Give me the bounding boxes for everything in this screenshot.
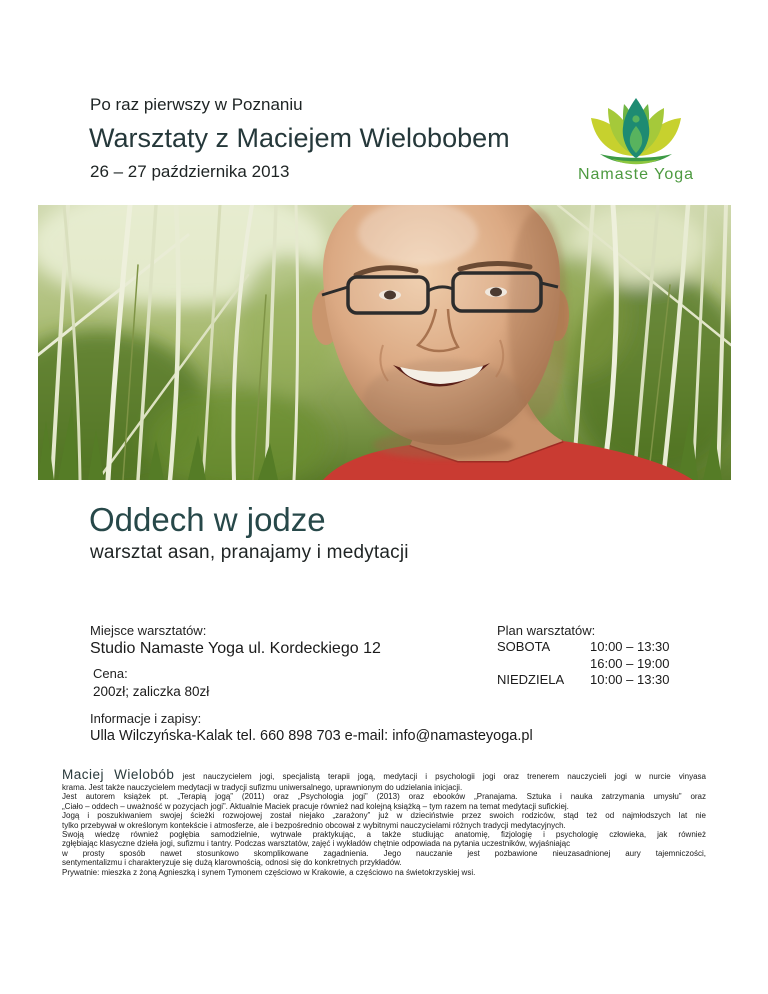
bio-line: zgłębiając klasyczne dzieła jogi, sufizmu i tantry. Podczas warsztatów, zajęć i wykładów chętnie odpowiada na pytania uczestników, wyjaśniając xyxy=(62,839,571,849)
bio-paragraph xyxy=(62,767,706,877)
schedule-row xyxy=(497,656,670,673)
price-label: Cena: xyxy=(93,666,128,681)
schedule-day: NIEDZIELA xyxy=(497,672,565,687)
schedule-row xyxy=(497,672,670,689)
venue-label: Miejsce warsztatów: xyxy=(90,623,207,638)
logo-wordmark: Namaste Yoga xyxy=(577,166,695,183)
bio-line: Jest autorem książek pt. „Terapią jogą” (2011) oraz „Psychologia jogi” (2013) oraz ebooków „Pranajama. Sztuka i nauka zatrzymania umysłu” oraz xyxy=(62,792,706,802)
bio-line: tylko przebywał w określonym kontekście i atmosferze, ale i bezpośrednio obcował z wybitnymi nauczycielami różnych tradycji medytacyjnych. xyxy=(62,820,566,830)
workshop-title: Oddech w jodze xyxy=(89,501,326,538)
workshop-subtitle: warsztat asan, pranajamy i medytacji xyxy=(90,542,409,563)
schedule-label: Plan warsztatów: xyxy=(497,623,596,638)
price-value: 200zł; zaliczka 80zł xyxy=(93,684,210,699)
bio-line: Swoją wiedzę również pogłębia samodzielnie, wytrwale praktykując, a także studiując anatomię, fizjologię i psychologię człowieka, jak również xyxy=(62,829,706,839)
venue-address: Studio Namaste Yoga ul. Kordeckiego 12 xyxy=(90,640,381,657)
bio-line xyxy=(62,767,706,783)
schedule xyxy=(497,623,670,689)
speaker-photo xyxy=(38,205,731,480)
schedule-time: 16:00 – 19:00 xyxy=(590,655,670,671)
event-dates: 26 – 27 października 2013 xyxy=(90,162,290,181)
contact-label: Informacje i zapisy: xyxy=(90,711,202,726)
speaker-photo-image xyxy=(38,205,731,480)
bio-line: sentymentalizmu i charakteryzuje się dużą klarownością, odnosi się do konkretnych przykładów. xyxy=(62,858,402,868)
page-title: Warsztaty z Maciejem Wielobobem xyxy=(89,123,510,153)
bio-line: krama. Jest także nauczycielem medytacji w tradycji sufizmu uniwersalnego, uprawnionym do udzielania inicjacji. xyxy=(62,783,463,792)
bio-line: w prosty sposób nawet stosunkowo skomplikowane zagadnienia. Jego nauczanie jest pozbawione nieuzasadnionej aury tajemniczości, xyxy=(62,848,706,858)
lotus-icon xyxy=(588,96,684,166)
bio-text: jest nauczycielem jogi, specjalistą terapii jogą, medytacji i psychologii jogi oraz trenerem nauczycieli jogi w nurcie vinyasa xyxy=(182,772,706,781)
bio-line: „Ciało – oddech – uważność w pozycjach jogi”. Aktualnie Maciek pracuje również nad kolejną książką – tym razem na temat medytacji sufickiej. xyxy=(62,801,569,811)
bio-line: Jogą i poszukiwaniem swojej ścieżki rozwojowej został niejako „zarażony” już w dzieciństwie przez swoich rodziców, stąd też od najmłodszych lat nie xyxy=(62,811,706,821)
header-kicker: Po raz pierwszy w Poznaniu xyxy=(90,95,303,114)
schedule-time: 10:00 – 13:30 xyxy=(590,672,670,687)
namaste-yoga-logo xyxy=(566,96,706,186)
schedule-time: 10:00 – 13:30 xyxy=(590,639,670,654)
bio-name: Maciej Wielobób xyxy=(62,767,175,782)
contact-details: Ulla Wilczyńska-Kalak tel. 660 898 703 e-mail: info@namasteyoga.pl xyxy=(90,728,533,744)
bio-line: Prywatnie: mieszka z żoną Agnieszką i synem Tymonem częściowo w Krakowie, a częściowo na świetokrzyskiej wsi. xyxy=(62,867,476,877)
schedule-row xyxy=(497,639,670,656)
schedule-day: SOBOTA xyxy=(497,639,551,654)
